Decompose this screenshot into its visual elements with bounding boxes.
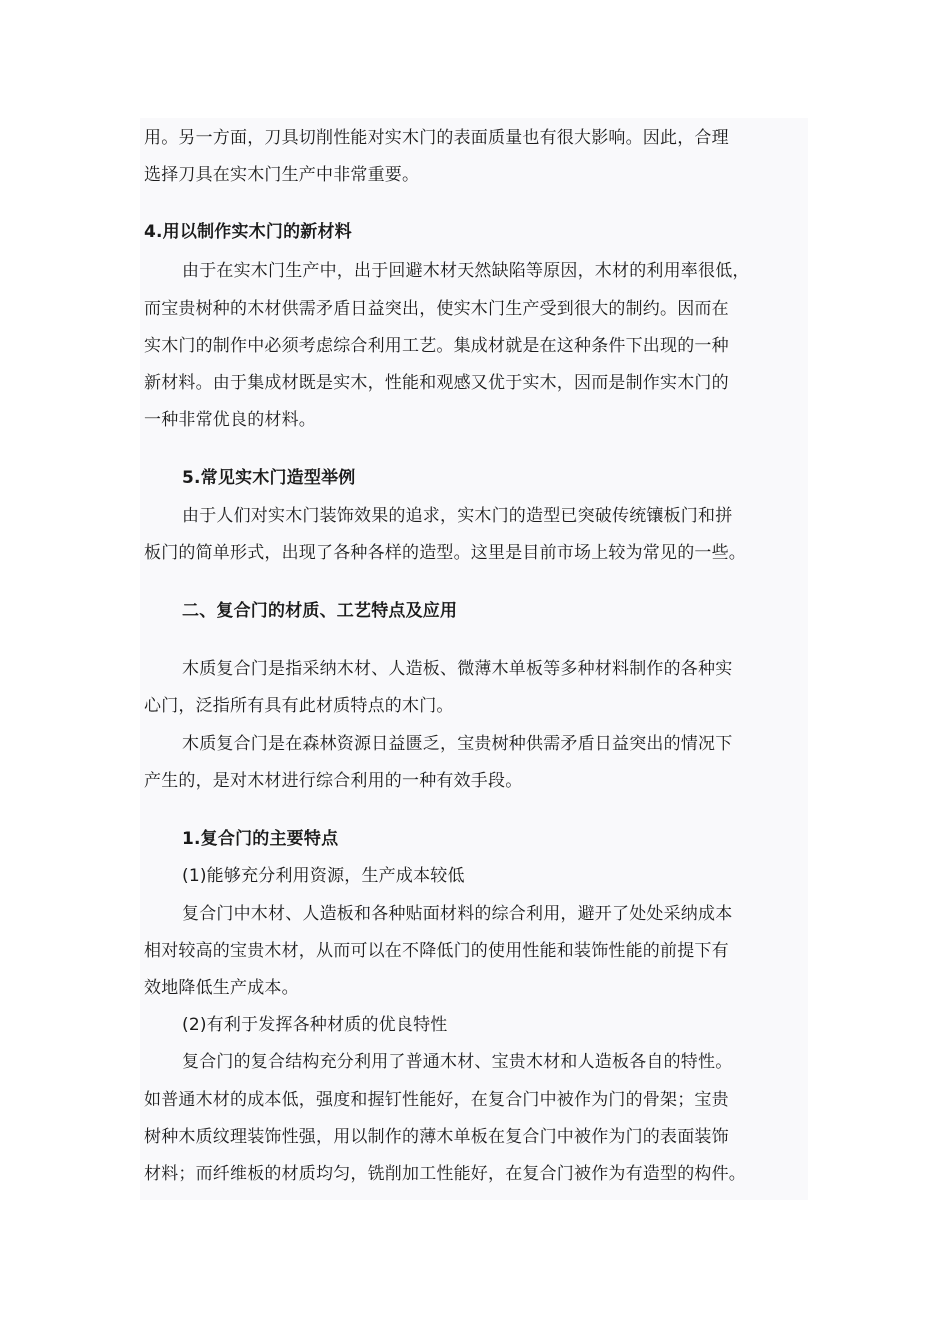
paragraph-line: 板门的简单形式，出现了各种各样的造型。这里是目前市场上较为常见的一些。 [144, 543, 746, 563]
paragraph-line: 如普通木材的成本低，强度和握钉性能好，在复合门中被作为门的骨架；宝贵 [144, 1090, 729, 1110]
paragraph-line: 相对较高的宝贵木材，从而可以在不降低门的使用性能和装饰性能的前提下有 [144, 941, 729, 961]
subheading-line: (2)有利于发挥各种材质的优良特性 [182, 1015, 448, 1035]
paragraph-line: 材料；而纤维板的材质均匀，铣削加工性能好，在复合门被作为有造型的构件。 [144, 1164, 746, 1184]
paragraph-line: 树种木质纹理装饰性强，用以制作的薄木单板在复合门中被作为门的表面装饰 [144, 1127, 729, 1147]
paragraph-line: 一种非常优良的材料。 [144, 410, 316, 430]
paragraph-line: 用。另一方面，刀具切削性能对实木门的表面质量也有很大影响。因此，合理 [144, 128, 729, 148]
paragraph-line: 复合门中木材、人造板和各种贴面材料的综合利用，避开了处处采纳成本 [182, 904, 733, 924]
section-heading: 5.常见实木门造型举例 [182, 468, 356, 488]
paragraph-line: 而宝贵树种的木材供需矛盾日益突出，使实木门生产受到很大的制约。因而在 [144, 299, 729, 319]
chapter-heading: 二、复合门的材质、工艺特点及应用 [182, 601, 458, 621]
paragraph-line: 由于人们对实木门装饰效果的追求，实木门的造型已突破传统镶板门和拼 [182, 506, 733, 526]
paragraph-line: 木质复合门是在森林资源日益匮乏，宝贵树种供需矛盾日益突出的情况下 [182, 734, 733, 754]
paragraph-line: 实木门的制作中必须考虑综合利用工艺。集成材就是在这种条件下出现的一种 [144, 336, 729, 356]
paragraph-line: 木质复合门是指采纳木材、人造板、微薄木单板等多种材料制作的各种实 [182, 659, 733, 679]
paragraph-line: 选择刀具在实木门生产中非常重要。 [144, 165, 420, 185]
paragraph-line: 效地降低生产成本。 [144, 978, 299, 998]
paragraph-line: 由于在实木门生产中，出于回避木材天然缺陷等原因，木材的利用率很低， [182, 261, 750, 281]
section-heading: 1.复合门的主要特点 [182, 829, 339, 849]
paragraph-line: 心门，泛指所有具有此材质特点的木门。 [144, 696, 454, 716]
section-heading: 4.用以制作实木门的新材料 [144, 222, 352, 242]
paragraph-line: 复合门的复合结构充分利用了普通木材、宝贵木材和人造板各自的特性。 [182, 1052, 733, 1072]
paragraph-line: 产生的，是对木材进行综合利用的一种有效手段。 [144, 771, 523, 791]
subheading-line: (1)能够充分利用资源，生产成本较低 [182, 866, 465, 886]
paragraph-line: 新材料。由于集成材既是实木，性能和观感又优于实木，因而是制作实木门的 [144, 373, 729, 393]
